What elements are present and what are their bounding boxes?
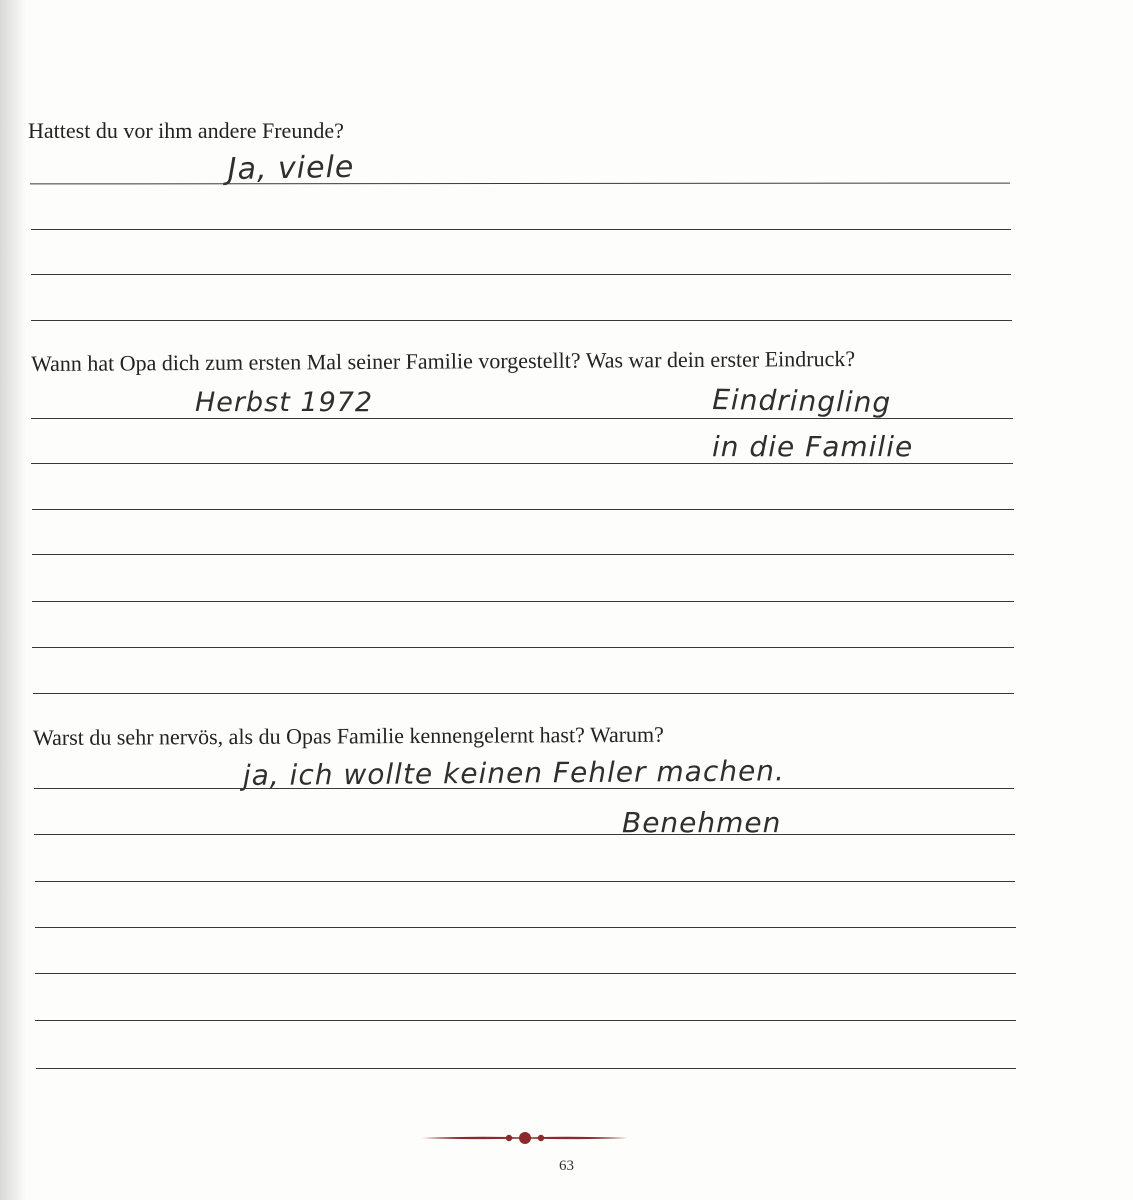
answer-3-handwriting-1: ja, ich wollte keinen Fehler machen. bbox=[242, 754, 786, 792]
answer-line bbox=[32, 647, 1014, 648]
answer-line bbox=[31, 463, 1013, 464]
decorative-ornament bbox=[420, 1126, 630, 1150]
answer-line bbox=[35, 1020, 1016, 1021]
answer-2-handwriting-impression-1: Eindringling bbox=[712, 383, 892, 420]
answer-line bbox=[31, 274, 1011, 275]
answer-line bbox=[34, 834, 1015, 835]
question-3-text: Warst du sehr nervös, als du Opas Familie kennengelernt hast? Warum? bbox=[33, 721, 664, 750]
answer-line bbox=[34, 788, 1014, 789]
answer-line bbox=[36, 1068, 1016, 1069]
answer-1-handwriting: Ja, viele bbox=[227, 149, 355, 187]
ornament-dot-center bbox=[519, 1132, 531, 1144]
answer-line bbox=[33, 693, 1014, 694]
answer-line bbox=[35, 927, 1016, 928]
answer-line bbox=[35, 973, 1016, 974]
page-edge-shadow bbox=[0, 0, 26, 1200]
answer-2-handwriting-impression-2: in die Familie bbox=[712, 430, 914, 463]
answer-2-handwriting-date: Herbst 1972 bbox=[195, 387, 374, 418]
answer-line bbox=[32, 601, 1014, 602]
answer-line bbox=[30, 183, 1010, 185]
question-2-text: Wann hat Opa dich zum ersten Mal seiner Familie vorgestellt? Was war dein erster Eindruck? bbox=[31, 345, 856, 376]
answer-line bbox=[31, 320, 1012, 321]
answer-3-handwriting-2: Benehmen bbox=[622, 806, 782, 839]
ornament-dot-right bbox=[538, 1135, 544, 1141]
answer-line bbox=[35, 881, 1015, 882]
answer-line bbox=[32, 509, 1014, 510]
answer-line bbox=[31, 418, 1013, 419]
answer-line bbox=[31, 229, 1011, 230]
page-number: 63 bbox=[559, 1158, 574, 1174]
answer-line bbox=[32, 554, 1014, 555]
question-1-text: Hattest du vor ihm andere Freunde? bbox=[28, 118, 344, 143]
ornament-dot-left bbox=[506, 1135, 512, 1141]
